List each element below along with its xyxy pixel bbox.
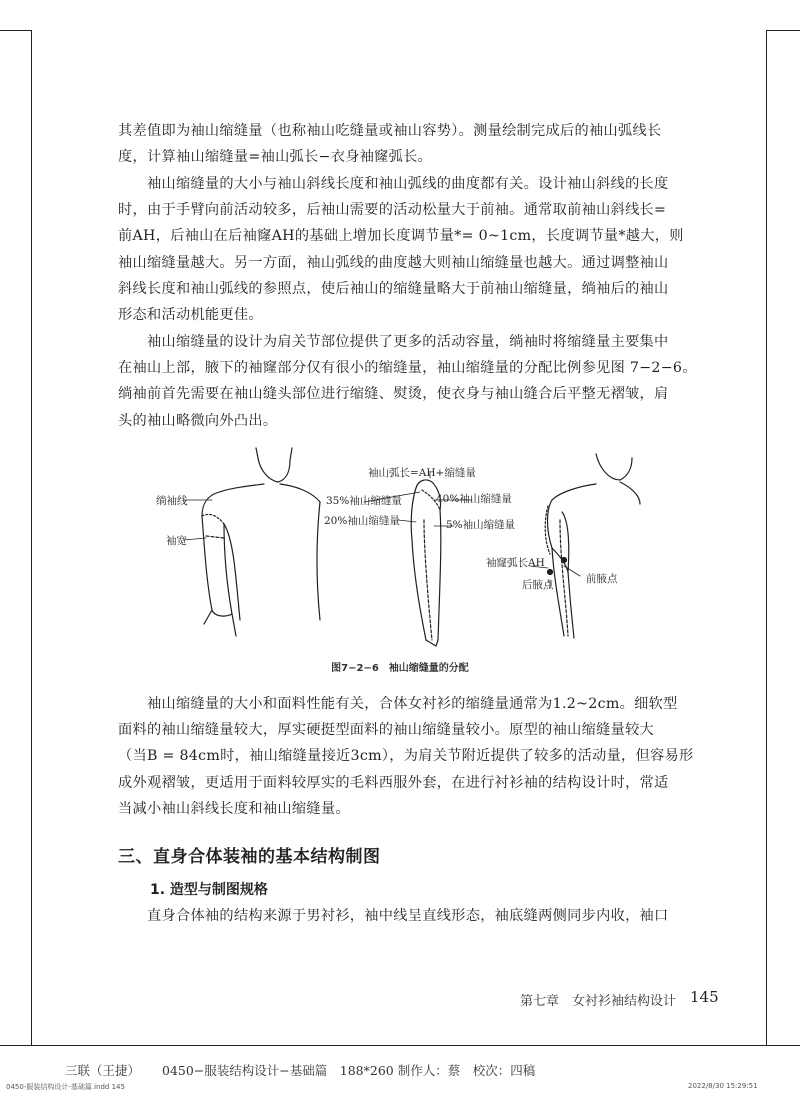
text-line: 袖山缩缝量的大小和面料性能有关，合体女衬衫的缩缝量通常为1.2~2cm。细软型 — [118, 696, 678, 712]
text-line: 其差值即为袖山缩缝量（也称袖山吃缝量或袖山容势）。测量绘制完成后的袖山弧线长 — [118, 123, 662, 139]
label-20-percent: 20%袖山缩缝量 — [324, 515, 400, 527]
label-40-percent: 40%袖山缩缝量 — [436, 493, 512, 505]
text-line: 前AH，后袖山在后袖窿AH的基础上增加长度调节量*= 0~1cm，长度调节量*越大，则 — [118, 228, 684, 245]
slug-editor: 三联（王捷） — [65, 1063, 141, 1078]
slug-details: 0450−服装结构设计−基础篇 188*260 制作人：蔡 校次：四稿 — [162, 1063, 536, 1078]
text-line: 形态和活动机能更佳。 — [118, 307, 263, 324]
text-line: 直身合体袖的结构来源于男衬衫，袖中线呈直线形态，袖底缝两侧同步内收，袖口 — [118, 908, 669, 924]
label-cap-arc-length: 袖山弧长=AH+缩缝量 — [368, 467, 476, 479]
text-line: 在袖山上部，腋下的袖窿部分仅有很小的缩缝量，袖山缩缝量的分配比例参见图 7−2−6。 — [118, 360, 697, 377]
text-line: 袖山缩缝量的大小与袖山斜线长度和袖山弧线的曲度都有关。设计袖山斜线的长度 — [118, 176, 669, 192]
section-heading: 三、直身合体装袖的基本结构制图 — [118, 847, 381, 867]
text-line: （当B = 84cm时，袖山缩缝量接近3cm），为肩关节附近提供了较多的活动量，但容易形 — [118, 748, 694, 765]
running-footer-chapter: 第七章 女衬衫袖结构设计 — [520, 994, 677, 1009]
label-back-underarm: 后腋点 — [522, 579, 554, 591]
top-right-rule — [766, 30, 800, 31]
paragraph-5 — [118, 903, 684, 929]
text-line: 袖山缩缝量的设计为肩关节部位提供了更多的活动容量，绱袖时将缩缝量主要集中 — [118, 334, 669, 350]
subsection-heading: 1. 造型与制图规格 — [150, 882, 268, 898]
file-date: 2022/8/30 15:29:51 — [688, 1082, 758, 1090]
right-border-line — [766, 30, 767, 1045]
label-set-in-line: 绱袖线 — [156, 495, 188, 507]
page-number: 145 — [690, 988, 719, 1006]
text-line: 绱袖前首先需要在袖山缝头部位进行缩缝、熨烫，使衣身与袖山缝合后平整无褶皱，肩 — [118, 386, 669, 403]
text-line: 面料的袖山缩缝量较大，厚实硬挺型面料的袖山缩缝量较小。原型的袖山缩缝量较大 — [118, 722, 655, 739]
figure-body-front — [202, 448, 320, 636]
print-slug — [65, 1061, 553, 1079]
paragraph-3 — [118, 329, 697, 434]
text-line: 度，计算袖山缩缝量=袖山弧长−衣身袖窿弧长。 — [118, 149, 433, 166]
figure-shoulder — [545, 454, 640, 638]
bottom-rule — [0, 1045, 800, 1046]
label-armhole-arc: 袖窿弧长AH — [486, 557, 545, 569]
text-line: 当减小袖山斜线长度和袖山缩缝量。 — [118, 800, 350, 817]
label-5-percent: 5%袖山缩缝量 — [446, 519, 516, 531]
label-35-percent: 35%袖山缩缝量 — [326, 495, 402, 507]
sleeve-ease-figure — [140, 440, 660, 670]
paragraph-2 — [118, 171, 684, 328]
text-line: 成外观褶皱，更适用于面料较厚实的毛料西服外套，在进行衬衫袖的结构设计时，常适 — [118, 774, 669, 791]
text-line: 时，由于手臂向前活动较多，后袖山需要的活动松量大于前袖。通常取前袖山斜线长= — [118, 202, 667, 219]
figure-caption: 图7−2−6 袖山缩缝量的分配 — [331, 663, 469, 674]
text-line: 斜线长度和袖山弧线的参照点，使后袖山的缩缝量略大于前袖山缩缝量，绱袖后的袖山 — [118, 280, 669, 297]
label-front-underarm: 前腋点 — [586, 573, 618, 585]
left-border-line — [31, 30, 32, 1045]
text-line: 袖山缩缝量越大。另一方面，袖山弧线的曲度越大则袖山缩缝量也越大。通过调整袖山 — [118, 254, 669, 271]
paragraph-4 — [118, 691, 694, 822]
file-name: 0450-服装结构设计-基础篇.indd 145 — [6, 1083, 125, 1091]
paragraph-1 — [118, 118, 684, 170]
label-sleeve-width: 袖宽 — [166, 535, 187, 547]
text-line: 头的袖山略微向外凸出。 — [118, 412, 278, 429]
top-left-rule — [0, 30, 31, 31]
